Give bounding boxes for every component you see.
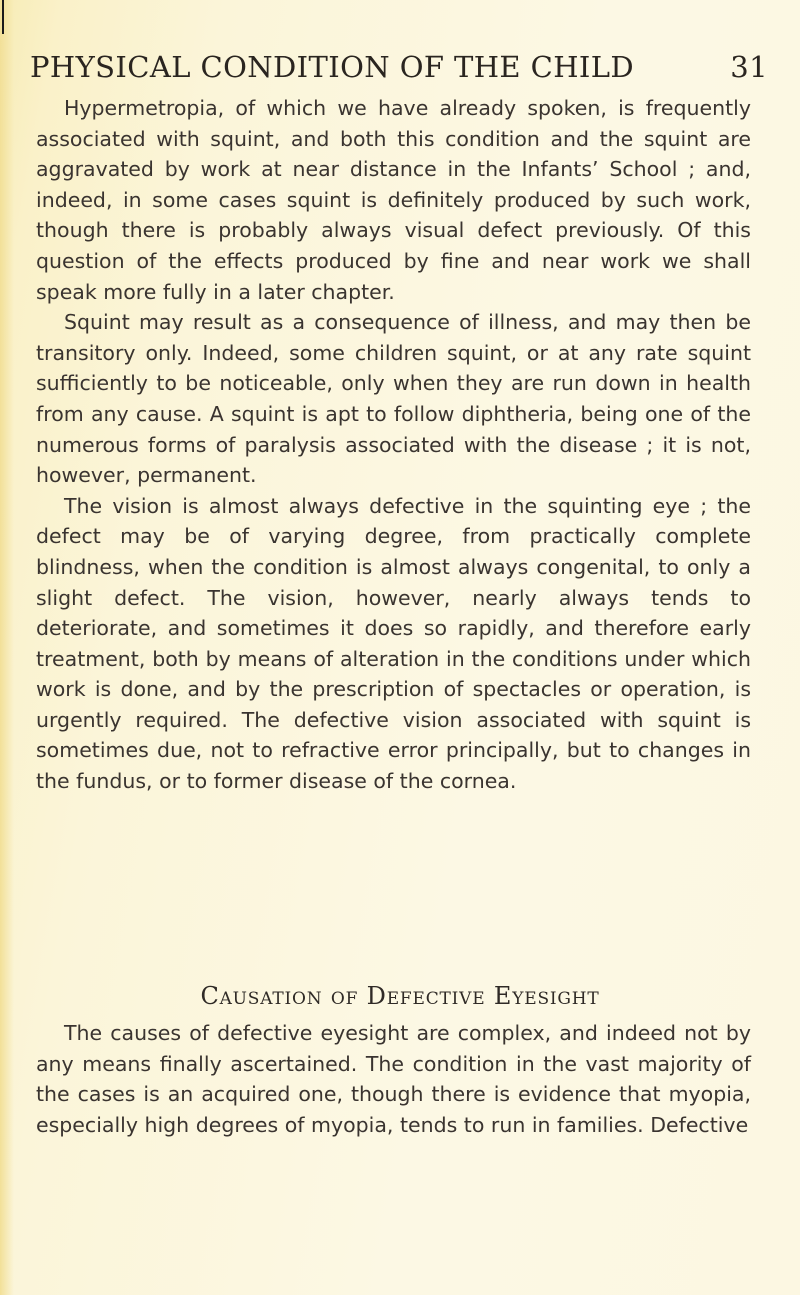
paragraph-hypermetropia: Hypermetropia, of which we have already spoken, is frequently associated with squint, and both this condition and the squint are aggravated by work at near distance in the Infants’ School ; and, indeed, in some cases squint is definitely produced by such work, though there is probably always visual defect previously. Of this question of the effects produced by fine and near work we shall speak more fully in a later chapter. <box>36 96 751 304</box>
page-number: 31 <box>730 50 768 84</box>
body-text <box>36 93 751 797</box>
page-edge-mark <box>2 0 4 34</box>
running-head-title: PHYSICAL CONDITION OF THE CHILD <box>30 50 635 84</box>
page-spine-shadow <box>0 0 14 1295</box>
section-heading: Causation of Defective Eyesight <box>200 982 600 1010</box>
paragraph-squint-illness: Squint may result as a consequence of illness, and may then be transitory only. Indeed, some children squint, or at any rate squint sufficiently to be noticeable, only when they are run down in health from any cause. A squint is apt to follow diphtheria, being one of the numerous forms of paralysis associated with the disease ; it is not, however, permanent. <box>36 310 751 488</box>
section-body-text <box>36 1018 751 1140</box>
paragraph-causes: The causes of defective eyesight are complex, and indeed not by any means finally ascertained. The condition in the vast majority of the cases is an acquired one, though there is evidence that myopia, especially high degrees of myopia, tends to run in families. Defective <box>36 1021 751 1137</box>
running-head <box>30 50 768 90</box>
paragraph-squint-vision: The vision is almost always defective in the squinting eye ; the defect may be of varying degree, from practically complete blindness, when the condition is almost always congenital, to only a slight defect. The vision, however, nearly always tends to deteriorate, and sometimes it does so rapidly, and therefore early treatment, both by means of alteration in the conditions under which work is done, and by the prescription of spectacles or operation, is urgently required. The defective vision associated with squint is sometimes due, not to refractive error principally, but to changes in the fundus, or to former disease of the cornea. <box>36 493 751 794</box>
